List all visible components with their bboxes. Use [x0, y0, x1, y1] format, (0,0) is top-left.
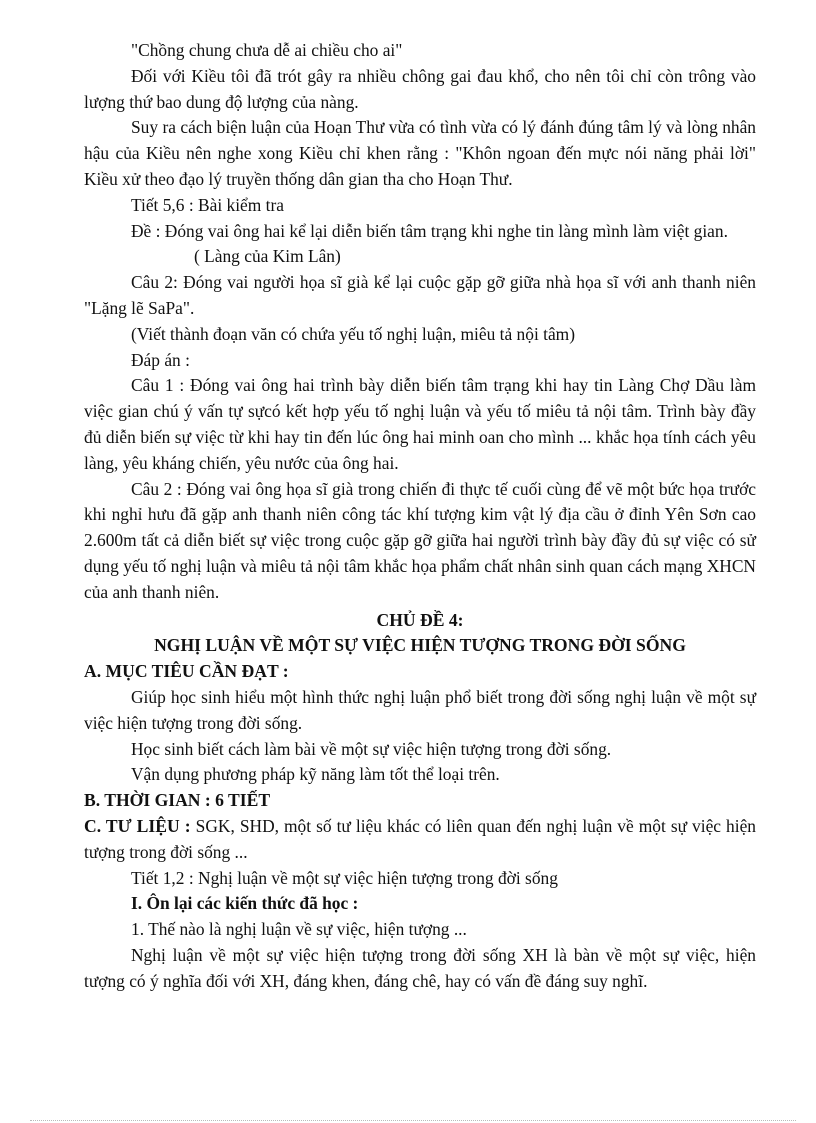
- section-c: [84, 814, 756, 866]
- answer-1: Câu 1 : Đóng vai ông hai trình bày diễn biến tâm trạng khi hay tin Làng Chợ Dầu làm việc gian chú ý vấn tự sựcó kết hợp yếu tố nghị luận và yếu tố miêu tả nội tâm. Trình bày đầy đủ diễn biến sự việc từ khi hay tin đến lúc ông hai minh oan cho mình ... khắc họa tính cách yêu làng, yêu kháng chiến, yêu nước của ông hai.: [84, 375, 756, 473]
- section-a-item: Học sinh biết cách làm bài về một sự việc hiện tượng trong đời sống.: [131, 738, 612, 759]
- instruction-note: (Viết thành đoạn văn có chứa yếu tố nghị luận, miêu tả nội tâm): [131, 323, 575, 344]
- section-a-heading: A. MỤC TIÊU CẦN ĐẠT :: [84, 661, 289, 682]
- answer-heading: Đáp án :: [131, 349, 190, 370]
- section-c-text: SGK, SHD, một số tư liệu khác có liên quan đến nghị luận về một sự việc hiện tượng trong đời sống ...: [84, 815, 756, 862]
- topic-heading: CHỦ ĐỀ 4:: [376, 609, 464, 630]
- answer-paragraph: Nghị luận về một sự việc hiện tượng trong đời sống XH là bàn về một sự việc, hiện tượng có ý nghĩa đối với XH, đáng khen, đáng chê, hay có vấn đề đáng suy nghĩ.: [84, 944, 756, 991]
- section-a-item: Vận dụng phương pháp kỹ năng làm tốt thể loại trên.: [131, 764, 500, 785]
- topic-title: NGHỊ LUẬN VỀ MỘT SỰ VIỆC HIỆN TƯỢNG TRONG ĐỜI SỐNG: [154, 635, 686, 656]
- page-bottom-divider: [30, 1120, 796, 1121]
- lesson-title: Tiết 1,2 : Nghị luận về một sự việc hiện tượng trong đời sống: [131, 867, 558, 888]
- paragraph: Suy ra cách biện luận của Hoạn Thư vừa có tình vừa có lý đánh đúng tâm lý và lòng nhân hậu của Kiều nên nghe xong Kiều chỉ khen rằng : "Khôn ngoan đến mực nói năng phải lời" Kiều xử theo đạo lý truyền thống dân gian tha cho Hoạn Thư.: [84, 117, 756, 189]
- section-c-heading: C. TƯ LIỆU :: [84, 815, 191, 836]
- quote-line: "Chồng chung chưa dễ ai chiều cho ai": [131, 40, 403, 60]
- document-page: [84, 38, 756, 994]
- part-heading: I. Ôn lại các kiến thức đã học :: [131, 893, 359, 914]
- question-2: Câu 2: Đóng vai người họa sĩ già kể lại cuộc gặp gỡ giữa nhà họa sĩ với anh thanh niên "Lặng lẽ SaPa".: [84, 272, 756, 318]
- answer-2: Câu 2 : Đóng vai ông họa sĩ già trong chiến đi thực tế cuối cùng để vẽ một bức họa trước khi nghỉ hưu đã gặp anh thanh niên công tác khí tượng kim vật lý địa cầu ở đỉnh Yên Sơn cao 2.600m tất cả diễn biết sự việc trong cuộc gặp gỡ giữa hai người trình bày đầy đủ sự việc có sử dụng yếu tố nghị luận và miêu tả nội tâm khắc họa phẩm chất nhân sinh quan cách mạng XHCN của anh thanh niên.: [84, 478, 756, 602]
- exam-topic: Đề : Đóng vai ông hai kể lại diễn biến tâm trạng khi nghe tin làng mình làm việt gian.: [131, 220, 728, 241]
- lesson-line: Tiết 5,6 : Bài kiểm tra: [131, 194, 284, 215]
- source-note: ( Làng của Kim Lân): [194, 246, 341, 267]
- paragraph: Đối với Kiều tôi đã trót gây ra nhiều chông gai đau khổ, cho nên tôi chỉ còn trông vào lượng thứ bao dung độ lượng của nàng.: [84, 65, 756, 112]
- question-line: 1. Thế nào là nghị luận về sự việc, hiện tượng ...: [131, 919, 467, 940]
- section-b-heading: B. THỜI GIAN : 6 TIẾT: [84, 790, 271, 811]
- section-a-item: Giúp học sinh hiểu một hình thức nghị luận phổ biết trong đời sống nghị luận về một sự việc hiện tượng trong đời sống.: [84, 686, 756, 733]
